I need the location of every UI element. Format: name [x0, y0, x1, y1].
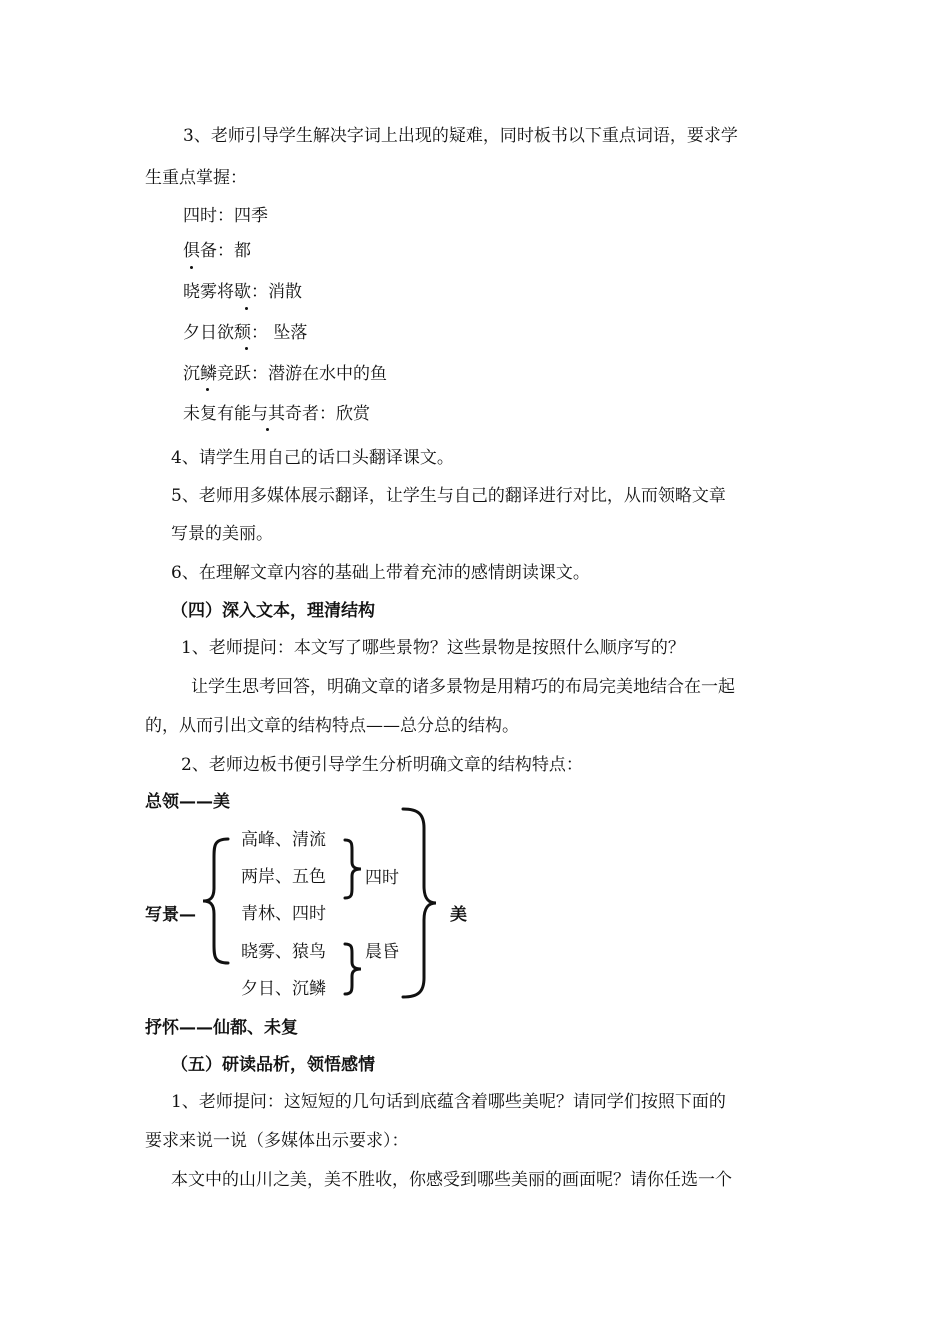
left-curly-brace [200, 836, 232, 966]
diagram-item-5: 夕日、沉鳞 [241, 979, 326, 999]
item-6: 6、在理解文章内容的基础上带着充沛的感情朗读课文。 [171, 563, 590, 583]
vocab-item-5: 沉鳞竞跃：潜游在水中的鱼 [183, 364, 387, 384]
right-brace-upper [342, 838, 364, 902]
big-right-brace [400, 806, 440, 1000]
diagram-bottom-line: 抒怀——仙都、未复 [145, 1018, 298, 1038]
emphasis-dot [245, 307, 248, 310]
diagram-right-label: 美 [450, 905, 467, 925]
group-label-morning-evening: 晨昏 [365, 942, 399, 962]
diagram-top-line: 总领——美 [145, 792, 230, 812]
emphasis-dot [206, 388, 209, 391]
section-5-heading: （五）研读品析，领悟感情 [171, 1055, 375, 1075]
diagram-item-1: 高峰、清流 [241, 830, 326, 850]
section-4-answer-line-2: 的，从而引出文章的结构特点——总分总的结构。 [145, 716, 519, 736]
vocab-item-1: 四时：四季 [183, 206, 268, 226]
diagram-item-2: 两岸、五色 [241, 867, 326, 887]
item-5-line-2: 写景的美丽。 [171, 524, 273, 544]
vocab-item-2: 俱备：都 [183, 241, 251, 261]
vocab-item-4: 夕日欲颓： 坠落 [183, 323, 308, 343]
emphasis-dot [245, 347, 248, 350]
emphasis-dot [266, 428, 269, 431]
emphasis-dot [190, 266, 193, 269]
right-brace-lower [342, 942, 364, 998]
section-4-answer-line-1: 让学生思考回答，明确文章的诸多景物是用精巧的布局完美地结合在一起 [191, 677, 735, 697]
diagram-left-label: 写景— [145, 905, 196, 925]
section-5-item-1-line-2: 要求来说一说（多媒体出示要求）： [145, 1131, 409, 1151]
item-5-line-1: 5、老师用多媒体展示翻译，让学生与自己的翻译进行对比，从而领略文章 [171, 486, 726, 506]
group-label-seasons: 四时 [365, 868, 399, 888]
section-4-heading: （四）深入文本，理清结构 [171, 601, 375, 621]
item-3-line-1: 3、老师引导学生解决字词上出现的疑难，同时板书以下重点词语，要求学 [183, 126, 738, 146]
diagram-item-3: 青林、四时 [241, 904, 326, 924]
vocab-item-6: 未复有能与其奇者：欣赏 [183, 404, 370, 424]
section-4-item-1: 1、老师提问：本文写了哪些景物？这些景物是按照什么顺序写的？ [181, 638, 685, 658]
section-5-last-line: 本文中的山川之美，美不胜收，你感受到哪些美丽的画面呢？请你任选一个 [171, 1170, 732, 1190]
section-5-item-1-line-1: 1、老师提问：这短短的几句话到底蕴含着哪些美呢？请同学们按照下面的 [171, 1092, 726, 1112]
section-4-item-2: 2、老师边板书便引导学生分析明确文章的结构特点： [181, 755, 583, 775]
item-3-line-2: 生重点掌握： [145, 168, 247, 188]
vocab-item-3: 晓雾将歇：消散 [183, 282, 302, 302]
diagram-item-4: 晓雾、猿鸟 [241, 942, 326, 962]
item-4: 4、请学生用自己的话口头翻译课文。 [171, 448, 454, 468]
